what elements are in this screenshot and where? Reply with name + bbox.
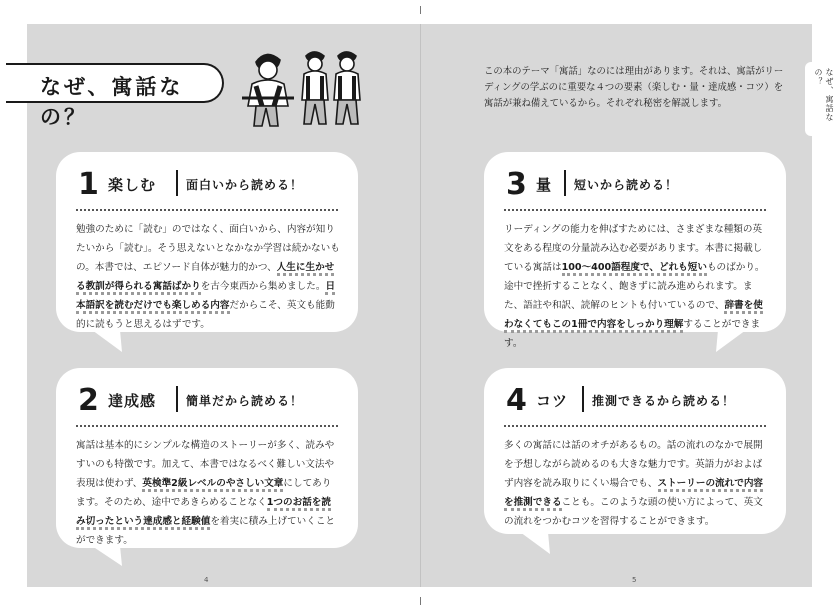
highlighted-phrase: 人生に生かせる教訓が得られる寓話ばかり [76, 262, 334, 295]
intro-text: この本のテーマ「寓話」なのには理由があります。それは、寓話がリーディングの学ぶのに重要な４つの要素（楽しむ・量・達成感・コツ）を寓話が兼ね備えているから。それぞれ秘密を解説します。 [484, 66, 784, 109]
card-heading: コツ [536, 392, 569, 410]
speech-tail [716, 330, 746, 352]
card-enjoy [56, 152, 358, 332]
gutter-line [420, 24, 421, 587]
heading-separator [582, 386, 584, 412]
card-subheading: 短いから読める！ [574, 178, 679, 192]
card-heading: 量 [536, 176, 553, 194]
card-number: 3 [506, 167, 527, 202]
body-text-segment: を古今東西から集めました。 [200, 281, 326, 292]
heading-separator [564, 170, 566, 196]
highlighted-phrase: 英検準2級レベルのやさしい文章 [142, 478, 283, 492]
card-body [76, 436, 340, 550]
card-subheading: 面白いから読める！ [186, 178, 304, 192]
body-text-segment: 勉強のために「読む」のではなく、面白いから、内容が知りたいから「読む」。そう思えないとなかなか学習は続かないもの。本書では、エピソード自体が魅力的かつ、 [76, 224, 340, 273]
side-tab-label: なぜ、寓話なの？ [814, 68, 834, 122]
card-achievement [56, 368, 358, 548]
highlighted-phrase: 日本語訳を読むだけでも楽しめる内容 [76, 281, 335, 314]
body-text-segment: ことも。このような頭の使い方によって、英文の流れをつかむコツを習得することができます。 [504, 497, 763, 527]
page-number-right: 5 [632, 576, 637, 584]
page-number-left: 4 [204, 576, 209, 584]
body-text-segment: を着実に積み上げていくことができます。 [76, 516, 336, 546]
card-subheading: 推測できるから読める！ [592, 394, 736, 408]
heading-separator [176, 170, 178, 196]
speech-tail [92, 330, 122, 352]
card-volume [484, 152, 786, 349]
card-heading: 楽しむ [108, 176, 157, 194]
card-number: 1 [78, 167, 99, 202]
card-body [76, 220, 340, 334]
body-text-segment: 多くの寓話には話のオチがあるもの。話の流れのなかで展開を予想しながら読めるのも大きな魅力です。英語力がおよばず内容を読み取りにくい場合でも、 [504, 440, 763, 489]
highlighted-phrase: ストーリーの流れで内容を推測できる [504, 478, 763, 511]
section-title-tab [6, 63, 224, 129]
body-text-segment: ものばかり。途中で挫折することなく、飽きずに読み進められます。また、語註や和訳、読解のヒントも付いているので、 [504, 262, 765, 311]
index-side-tab [805, 62, 833, 136]
card-subheading: 簡単だから読める！ [186, 394, 304, 408]
dotted-divider [76, 209, 338, 211]
body-text-segment: にしてあります。そのため、途中であきらめることなく [76, 478, 332, 508]
crop-mark [420, 597, 421, 605]
card-knack [484, 368, 786, 534]
dotted-divider [504, 425, 766, 427]
speech-tail [92, 546, 122, 566]
dotted-divider [504, 209, 766, 211]
card-body [504, 436, 768, 531]
body-text-segment: することができます。 [504, 319, 761, 349]
heading-separator [176, 386, 178, 412]
speech-tail [520, 532, 550, 554]
section-title: なぜ、寓話なの？ [40, 75, 184, 129]
card-heading: 達成感 [108, 392, 157, 410]
body-text-segment: 寓話は基本的にシンプルな構造のストーリーが多く、読みやすいのも特徴です。加えて、本書ではなるべく難しい文法や表現は使わず、 [76, 440, 335, 489]
dotted-divider [76, 425, 338, 427]
highlighted-phrase: 辞書を使わなくてもこの1冊で内容をしっかり理解 [504, 300, 763, 333]
crop-mark [420, 6, 421, 14]
body-text-segment: だからこそ、英文も能動的に読もうと思えるはずです。 [76, 300, 335, 330]
body-text-segment: リーディングの能力を伸ばすためには、さまざまな種類の英文をある程度の分量読み込む必要があります。本書に掲載している寓話は [504, 224, 763, 273]
card-number: 2 [78, 383, 99, 418]
three-figures-illustration [238, 40, 368, 130]
card-number: 4 [506, 383, 527, 418]
highlighted-phrase: 100～400語程度で、どれも短い [562, 262, 707, 276]
highlighted-phrase: 1つのお話を読み切ったという達成感と経験値 [76, 497, 331, 530]
